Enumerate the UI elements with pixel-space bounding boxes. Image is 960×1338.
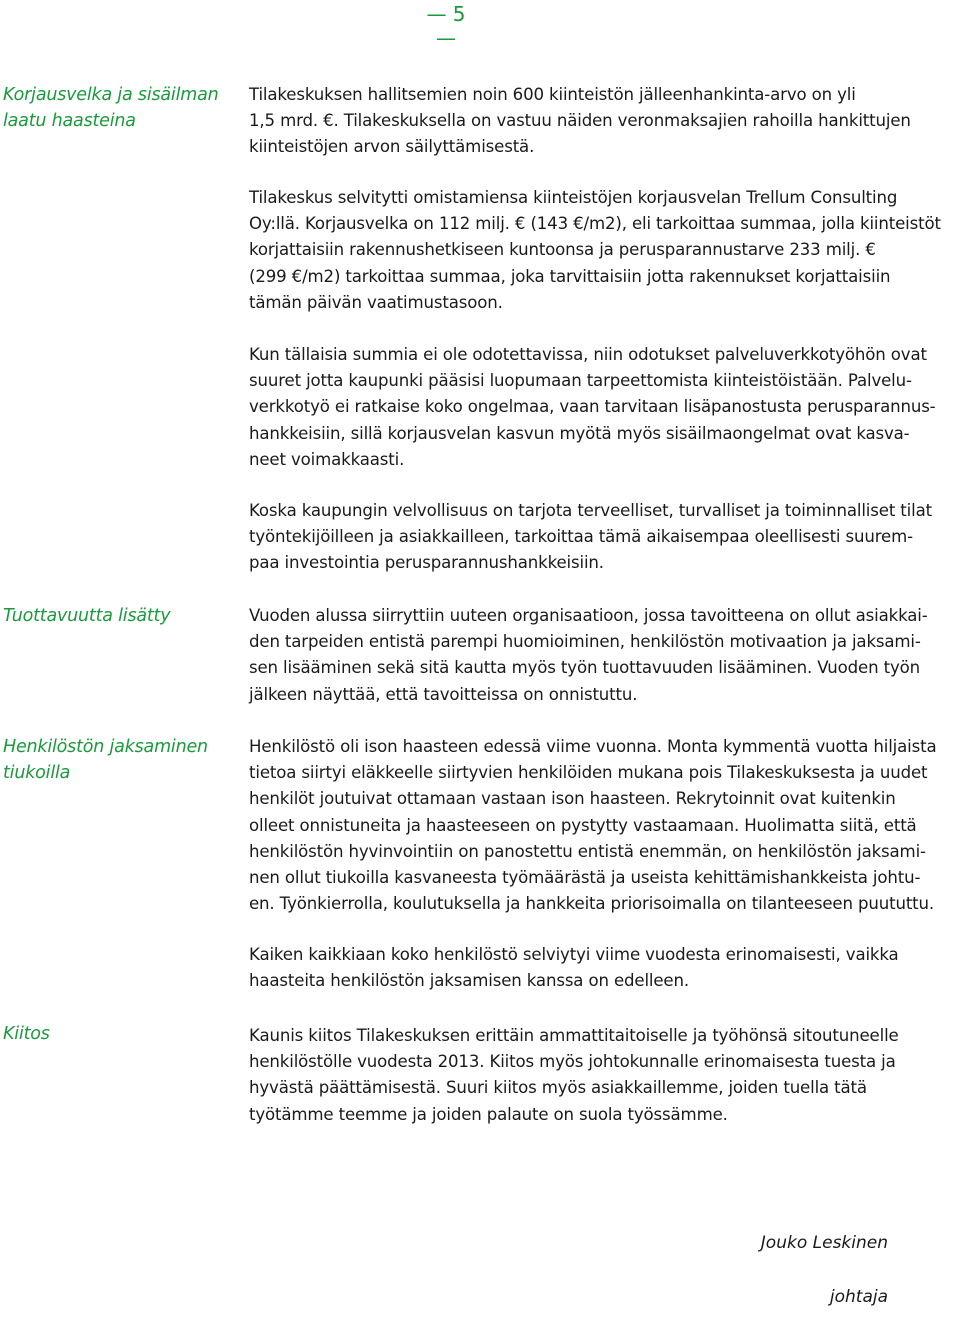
signature-name: Jouko Leskinen (760, 1233, 888, 1253)
signature (761, 1203, 888, 1338)
page-number: — 5 — (426, 2, 466, 50)
paragraph-thanks: Kaunis kiitos Tilakeskuksen erittäin ammattitaitoiselle ja työhönsä sitoutuneelle henkilöstölle vuodesta 2013. Kiitos myös johtokunnalle erinomaisesta tuesta ja hyvästä päättämisestä. Suuri kiitos myös asiakkaillemme, joiden tuella tätä työtämme teemme ja joiden palaute on suola työssämme. (249, 1026, 899, 1124)
paragraph-staff-challenge: Henkilöstö oli ison haasteen edessä viime vuonna. Monta kymmentä vuotta hiljaista tietoa siirtyi eläkkeelle siirtyvien henkilöiden mukana pois Tilakeskuksesta ja uudet henkilöt joutuivat ottamaan vastaan ison haasteen. Rekrytoinnit ovat kuitenkin olleet onnistuneita ja haasteeseen on pystytty vastaamaan. Huolimatta siitä, että henkilöstön hyvinvointiin on panostettu entistä enemmän, on henkilöstön jaksami- nen ollut tiukoilla kasvaneesta työmäärästä ja useista kehittämishankkeista johtu- en. Työnkierrolla, koulutuksella ja hankkeita priorisoimalla on tilanteeseen puututtu. (249, 737, 937, 914)
paragraph-new-organisation: Vuoden alussa siirryttiin uuteen organisaatioon, jossa tavoitteena on ollut asiakkai- den tarpeiden entistä parempi huomioiminen, henkilöstön motivaation ja jaksami- sen lisääminen sekä sitä kautta myös työn tuottavuuden lisääminen. Vuoden työn jälkeen näyttää, että tavoitteissa on onnistuttu. (249, 606, 928, 704)
paragraph-service-network: Kun tällaisia summia ei ole odotettavissa, niin odotukset palveluverkkotyöhön ovat suuret jotta kaupunki pääsisi luopumaan tarpeettomista kiinteistöistään. Palvelu- verkkotyö ei ratkaise koko ongelmaa, vaan tarvitaan lisäpanostusta perusparannus- hankkeisiin, sillä korjausvelan kasvun myötä myös sisäilmaongelmat ovat kasva- neet voimakkaasti. (249, 345, 936, 469)
paragraph-asset-value: Tilakeskuksen hallitsemien noin 600 kiinteistön jälleenhankinta-arvo on yli 1,5 mrd. €. Tilakeskuksella on vastuu näiden veronmaksajien rahoilla hankittujen kiinteistöjen arvon säilyttämisestä. (249, 85, 911, 157)
side-heading-repair-debt: Korjausvelka ja sisäilman laatu haasteina (3, 85, 219, 131)
side-heading-thanks: Kiitos (3, 1024, 50, 1044)
signature-title: johtaja (829, 1287, 888, 1307)
paragraph-staff-summary: Kaiken kaikkiaan koko henkilöstö selviytyi viime vuodesta erinomaisesti, vaikka haasteita henkilöstön jaksamisen kanssa on edelleen. (249, 945, 899, 991)
paragraph-healthy-facilities: Koska kaupungin velvollisuus on tarjota terveelliset, turvalliset ja toiminnalliset tilat työntekijöilleen ja asiakkailleen, tarkoittaa tämä aikaisempaa oleellisesti suurem- paa investointia perusparannushankkeisiin. (249, 501, 932, 573)
paragraph-repair-debt: Tilakeskus selvitytti omistamiensa kiinteistöjen korjausvelan Trellum Consulting Oy:llä. Korjausvelka on 112 milj. € (143 €/m2), eli tarkoittaa summaa, jolla kiinteistöt korjattaisiin rakennushetkiseen kuntoonsa ja perusparannustarve 233 milj. € (299 €/m2) tarkoittaa summaa, joka tarvittaisiin jotta rakennukset korjattaisiin tämän päivän vaatimustasoon. (249, 188, 941, 312)
side-heading-productivity: Tuottavuutta lisätty (3, 606, 171, 626)
side-heading-staff-coping: Henkilöstön jaksaminen tiukoilla (3, 737, 208, 783)
